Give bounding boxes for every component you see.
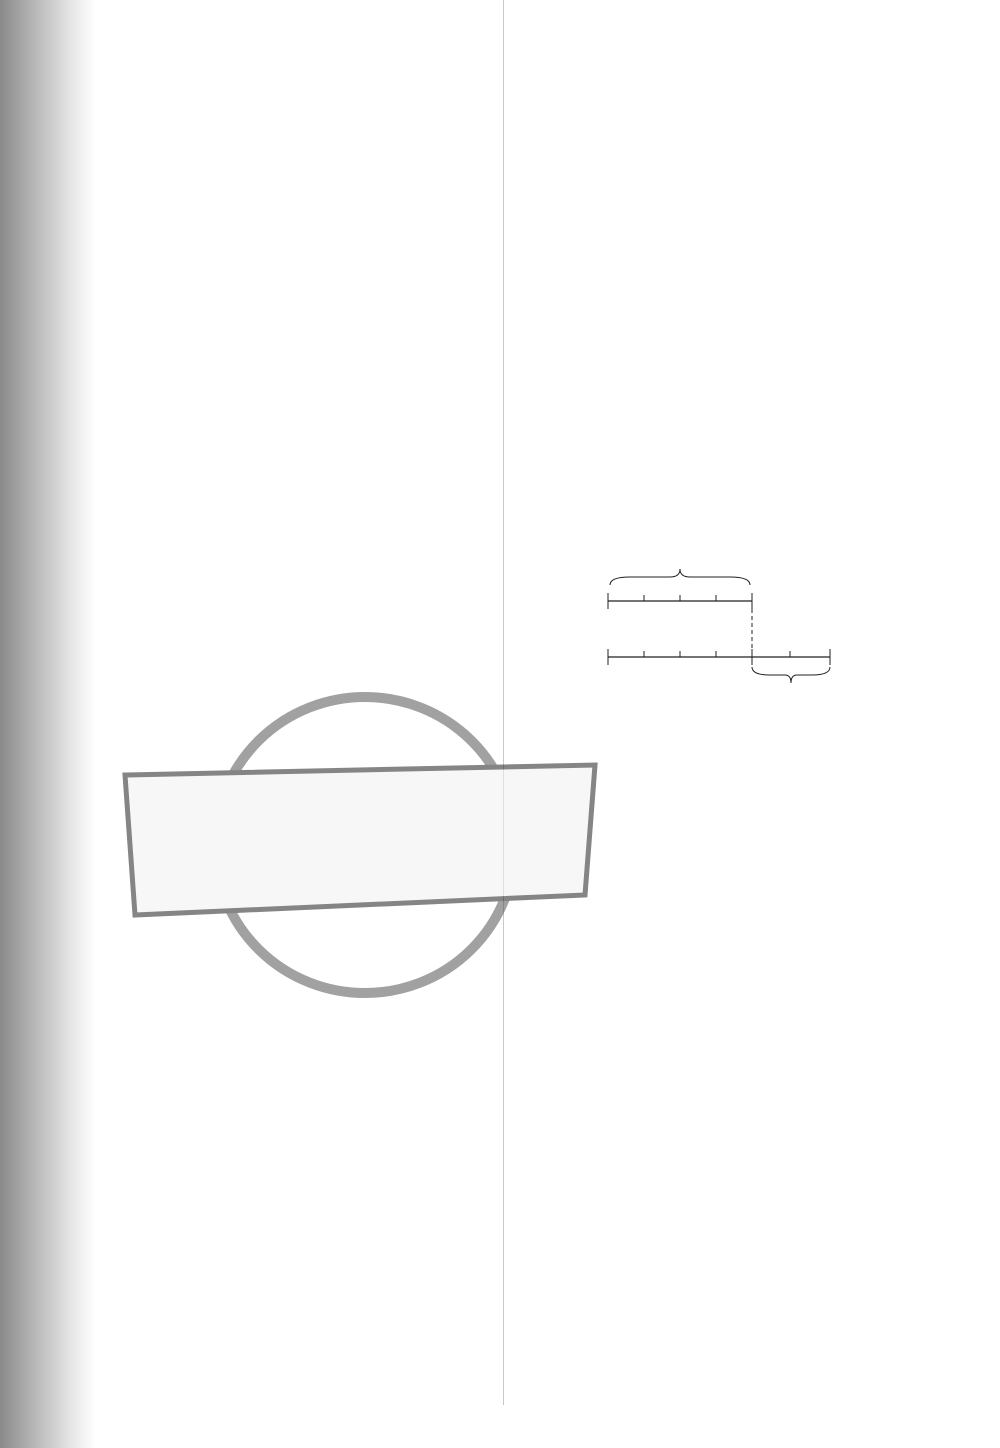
brace-bottom <box>752 667 830 683</box>
corner-logo <box>818 1345 990 1435</box>
brace-top <box>610 569 750 585</box>
page-edge-shadow <box>0 0 95 1448</box>
watermark-stamp <box>115 685 615 1005</box>
